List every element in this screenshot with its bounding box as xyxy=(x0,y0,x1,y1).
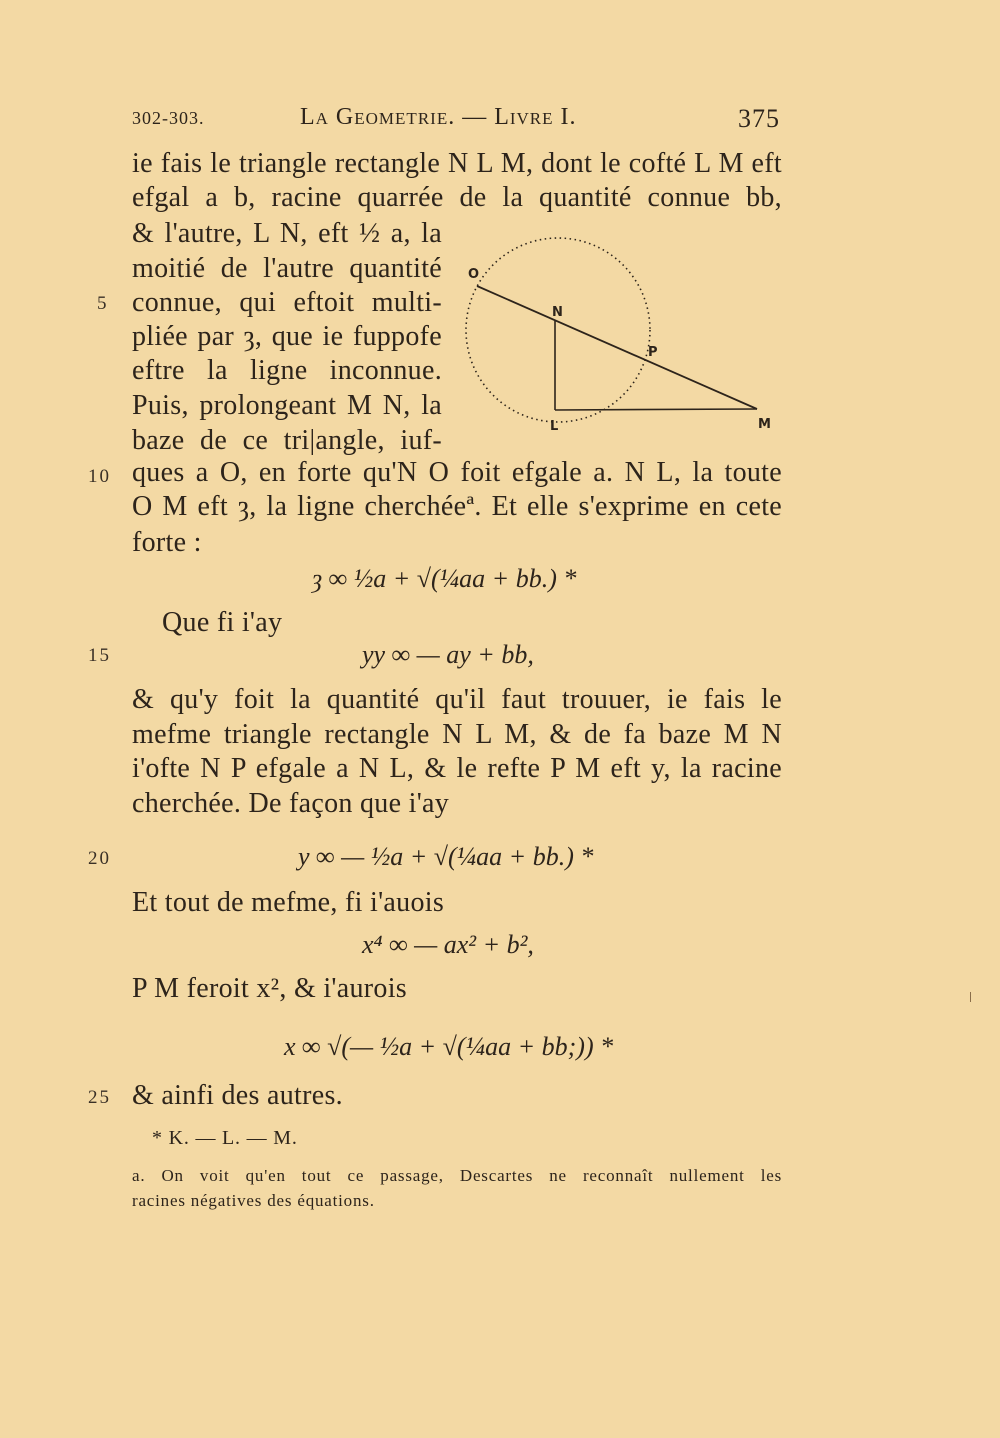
triangle-circle-figure xyxy=(462,226,782,441)
line-number-10: 10 xyxy=(88,466,111,487)
line-number-20: 20 xyxy=(88,848,111,869)
body-line-18: i'ofte N P efgale a N L, & le refte P M eft y, la racine xyxy=(132,753,782,784)
body-line-11: O M eft ȝ, la ligne cherchéeª. Et elle s'exprime en cete xyxy=(132,491,782,522)
footnote-star: * K. — L. — M. xyxy=(152,1127,298,1149)
figure-line-om xyxy=(477,286,757,409)
body-line-10: ques a O, en forte qu'N O foit efgale a. N L, la toute xyxy=(132,457,782,488)
label-m: M xyxy=(758,417,771,432)
line-number-15: 15 xyxy=(88,645,111,666)
figure-line-lm xyxy=(555,409,757,410)
body-line-12: forte : xyxy=(132,527,202,558)
line-number-5: 5 xyxy=(97,293,109,314)
equation-3: y ∞ — ½a + √(¼aa + bb.) * xyxy=(298,842,594,871)
header-page-range: 302-303. xyxy=(132,108,205,128)
label-o: O xyxy=(468,267,480,282)
equation-4: x⁴ ∞ — ax² + b², xyxy=(362,930,534,959)
body-line-2: efgal a b, racine quarrée de la quantité connue bb, xyxy=(132,182,782,213)
footnote-a-line2: racines négatives des équations. xyxy=(132,1191,375,1210)
body-line-16: & qu'y foit la quantité qu'il faut trouuer, ie fais le xyxy=(132,684,782,715)
equation-5: x ∞ √(— ½a + √(¼aa + bb;)) * xyxy=(284,1032,614,1061)
label-n: N xyxy=(552,305,563,320)
equation-1: ȝ ∞ ½a + √(¼aa + bb.) * xyxy=(312,564,577,593)
body-line-23: P M feroit x², & i'aurois xyxy=(132,973,407,1004)
body-line-14: Que fi i'ay xyxy=(162,607,283,638)
label-l: L xyxy=(550,419,559,434)
footnote-a-line1: a. On voit qu'en tout ce passage, Descartes ne reconnaît nullement les xyxy=(132,1166,782,1185)
line-number-25: 25 xyxy=(88,1087,111,1108)
body-line-17: mefme triangle rectangle N L M, & de fa baze M N xyxy=(132,719,782,750)
body-line-7: eftre la ligne inconnue. xyxy=(132,355,442,386)
header-title: La Geometrie. — Livre I. xyxy=(300,104,577,130)
body-line-8: Puis, prolongeant M N, la xyxy=(132,390,442,421)
label-p: P xyxy=(648,345,658,360)
body-line-1: ie fais le triangle rectangle N L M, dont le cofté L M eft xyxy=(132,148,782,179)
body-line-9: baze de ce tri|angle, iuf- xyxy=(132,425,442,456)
body-line-25: & ainfi des autres. xyxy=(132,1080,343,1111)
body-line-19: cherchée. De façon que i'ay xyxy=(132,788,450,819)
body-line-5: connue, qui eftoit multi- xyxy=(132,287,442,318)
equation-2: yy ∞ — ay + bb, xyxy=(362,640,534,669)
header-page-number: 375 xyxy=(738,104,780,133)
figure-circle xyxy=(466,238,650,422)
body-line-4: moitié de l'autre quantité xyxy=(132,253,442,284)
body-line-3: & l'autre, L N, eft ½ a, la xyxy=(132,218,442,249)
margin-tick xyxy=(970,992,971,1002)
body-line-21: Et tout de mefme, fi i'auois xyxy=(132,887,445,918)
body-line-6: pliée par ȝ, que ie fuppofe xyxy=(132,321,442,352)
